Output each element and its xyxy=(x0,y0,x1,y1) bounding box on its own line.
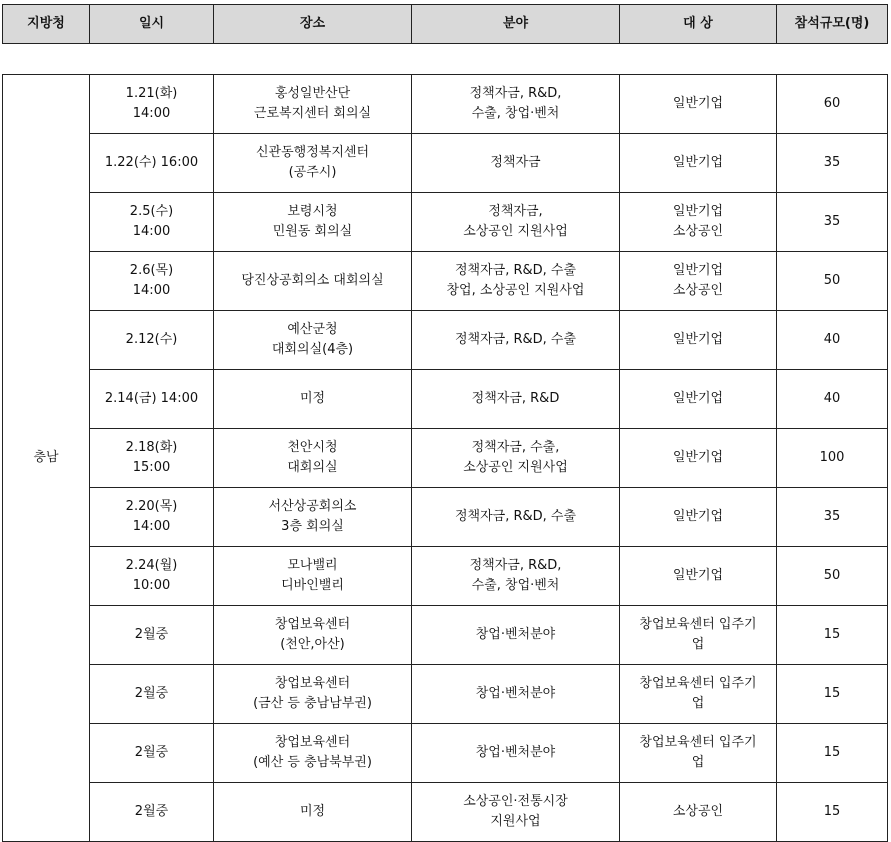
size-cell: 15 xyxy=(777,606,888,665)
size-cell: 60 xyxy=(777,75,888,134)
place-cell: 예산군청 대회의실(4층) xyxy=(214,311,412,370)
place-cell: 모나밸리 디바인밸리 xyxy=(214,547,412,606)
field-cell: 정책자금, R&D, 수출 xyxy=(412,488,620,547)
table-row xyxy=(3,606,888,665)
target-cell: 일반기업 xyxy=(620,75,777,134)
target-cell: 일반기업 소상공인 xyxy=(620,252,777,311)
place-cell: 홍성일반산단 근로복지센터 회의실 xyxy=(214,75,412,134)
target-cell: 소상공인 xyxy=(620,783,777,842)
table-row xyxy=(3,783,888,842)
header-field: 분야 xyxy=(412,5,620,44)
table-row xyxy=(3,193,888,252)
table-row xyxy=(3,252,888,311)
target-cell: 일반기업 소상공인 xyxy=(620,193,777,252)
field-cell: 정책자금, 수출, 소상공인 지원사업 xyxy=(412,429,620,488)
datetime-cell: 2.5(수) 14:00 xyxy=(90,193,214,252)
size-cell: 15 xyxy=(777,783,888,842)
table-row xyxy=(3,665,888,724)
place-cell: 신관동행정복지센터 (공주시) xyxy=(214,134,412,193)
field-cell: 정책자금, R&D, 수출, 창업·벤처 xyxy=(412,75,620,134)
header-row xyxy=(3,5,888,44)
size-cell: 50 xyxy=(777,547,888,606)
header-target: 대 상 xyxy=(620,5,777,44)
header-datetime: 일시 xyxy=(90,5,214,44)
datetime-cell: 1.22(수) 16:00 xyxy=(90,134,214,193)
size-cell: 35 xyxy=(777,134,888,193)
datetime-cell: 2.24(월) 10:00 xyxy=(90,547,214,606)
datetime-cell: 2.14(금) 14:00 xyxy=(90,370,214,429)
field-cell: 정책자금, R&D xyxy=(412,370,620,429)
size-cell: 35 xyxy=(777,193,888,252)
table-row xyxy=(3,547,888,606)
place-cell: 당진상공회의소 대회의실 xyxy=(214,252,412,311)
target-cell: 창업보육센터 입주기 업 xyxy=(620,606,777,665)
header-region: 지방청 xyxy=(3,5,90,44)
header-place: 장소 xyxy=(214,5,412,44)
size-cell: 15 xyxy=(777,665,888,724)
datetime-cell: 2.18(화) 15:00 xyxy=(90,429,214,488)
place-cell: 미정 xyxy=(214,370,412,429)
field-cell: 정책자금, R&D, 수출, 창업·벤처 xyxy=(412,547,620,606)
target-cell: 일반기업 xyxy=(620,311,777,370)
field-cell: 정책자금 xyxy=(412,134,620,193)
size-cell: 35 xyxy=(777,488,888,547)
place-cell: 서산상공회의소 3층 회의실 xyxy=(214,488,412,547)
table-row xyxy=(3,429,888,488)
field-cell: 소상공인·전통시장 지원사업 xyxy=(412,783,620,842)
size-cell: 100 xyxy=(777,429,888,488)
region-cell: 충남 xyxy=(3,75,90,842)
datetime-cell: 2.20(목) 14:00 xyxy=(90,488,214,547)
size-cell: 40 xyxy=(777,311,888,370)
field-cell: 정책자금, 소상공인 지원사업 xyxy=(412,193,620,252)
table-row xyxy=(3,370,888,429)
table-row xyxy=(3,75,888,134)
datetime-cell: 2월중 xyxy=(90,665,214,724)
table-row xyxy=(3,488,888,547)
table-row xyxy=(3,311,888,370)
target-cell: 일반기업 xyxy=(620,488,777,547)
field-cell: 창업·벤처분야 xyxy=(412,724,620,783)
size-cell: 15 xyxy=(777,724,888,783)
schedule-table xyxy=(2,74,888,842)
header-size: 참석규모(명) xyxy=(777,5,888,44)
target-cell: 일반기업 xyxy=(620,429,777,488)
size-cell: 50 xyxy=(777,252,888,311)
field-cell: 창업·벤처분야 xyxy=(412,606,620,665)
datetime-cell: 2월중 xyxy=(90,606,214,665)
table-row xyxy=(3,134,888,193)
field-cell: 정책자금, R&D, 수출 창업, 소상공인 지원사업 xyxy=(412,252,620,311)
place-cell: 보령시청 민원동 회의실 xyxy=(214,193,412,252)
datetime-cell: 2월중 xyxy=(90,724,214,783)
target-cell: 일반기업 xyxy=(620,370,777,429)
datetime-cell: 2.12(수) xyxy=(90,311,214,370)
size-cell: 40 xyxy=(777,370,888,429)
place-cell: 창업보육센터 (예산 등 충남북부권) xyxy=(214,724,412,783)
table-row xyxy=(3,724,888,783)
datetime-cell: 1.21(화) 14:00 xyxy=(90,75,214,134)
place-cell: 미정 xyxy=(214,783,412,842)
target-cell: 일반기업 xyxy=(620,547,777,606)
place-cell: 창업보육센터 (천안,아산) xyxy=(214,606,412,665)
field-cell: 정책자금, R&D, 수출 xyxy=(412,311,620,370)
target-cell: 창업보육센터 입주기 업 xyxy=(620,665,777,724)
place-cell: 천안시청 대회의실 xyxy=(214,429,412,488)
datetime-cell: 2.6(목) 14:00 xyxy=(90,252,214,311)
target-cell: 일반기업 xyxy=(620,134,777,193)
field-cell: 창업·벤처분야 xyxy=(412,665,620,724)
target-cell: 창업보육센터 입주기 업 xyxy=(620,724,777,783)
schedule-body xyxy=(3,75,888,842)
datetime-cell: 2월중 xyxy=(90,783,214,842)
place-cell: 창업보육센터 (금산 등 충남남부권) xyxy=(214,665,412,724)
header-table xyxy=(2,4,888,44)
